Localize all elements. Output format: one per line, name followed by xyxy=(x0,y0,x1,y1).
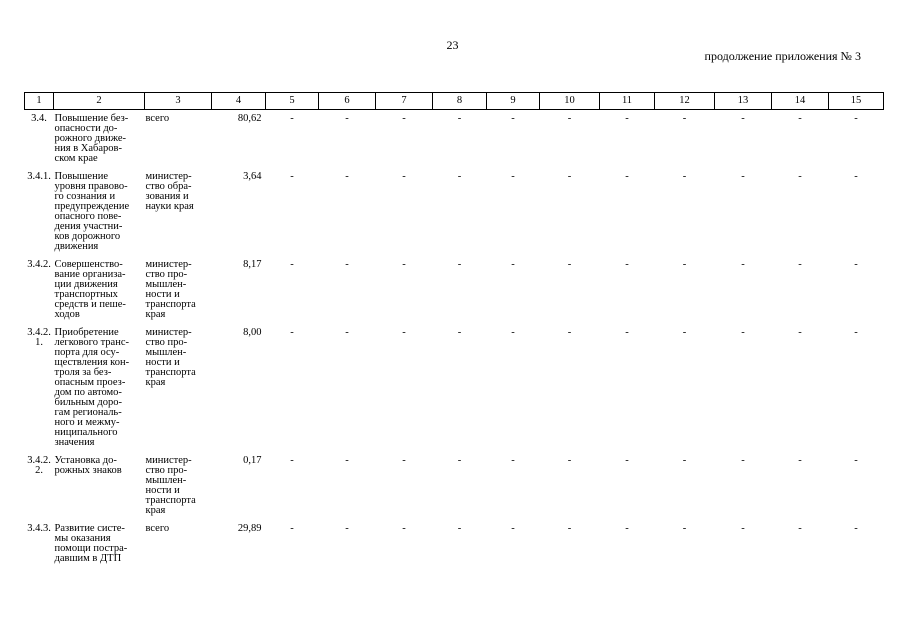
row-dash-col-7: - xyxy=(402,327,406,338)
row-dash-col-7: - xyxy=(402,455,406,466)
row-dash-col-11: - xyxy=(625,113,629,124)
program-table xyxy=(24,92,884,568)
header-cell-2: 2 xyxy=(54,93,145,110)
table-row xyxy=(25,168,884,256)
row-dash-col-8: - xyxy=(457,455,462,466)
row-dash-col-10: - xyxy=(567,113,572,124)
row-dash-col-9: - xyxy=(511,171,515,182)
row-dash-col-5: - xyxy=(290,327,294,338)
row-name: Совершенство- вание организа- ции движения транспортных средств и пеше- ходов xyxy=(54,259,126,320)
row-dash-col-5: - xyxy=(290,171,294,182)
row-dash-col-6: - xyxy=(345,455,349,466)
row-dash-col-10: - xyxy=(567,171,572,182)
row-dash-col-12: - xyxy=(682,171,687,182)
row-dash-col-7: - xyxy=(402,113,406,124)
header-cell-15: 15 xyxy=(829,93,884,110)
row-dash-col-12: - xyxy=(682,455,687,466)
row-dash-col-14: - xyxy=(798,523,802,534)
row-dash-col-13: - xyxy=(741,171,745,182)
table-row xyxy=(25,256,884,324)
header-cell-11: 11 xyxy=(600,93,655,110)
row-dash-col-10: - xyxy=(567,327,572,338)
row-dash-col-7: - xyxy=(402,523,406,534)
row-dash-col-6: - xyxy=(345,171,349,182)
row-dash-col-12: - xyxy=(682,523,687,534)
row-name: Повышение уровня правово- го сознания и предупреждение опасного пове- дения участни- ков дорожного движения xyxy=(54,171,130,252)
row-dash-col-10: - xyxy=(567,523,572,534)
row-dash-col-9: - xyxy=(511,327,515,338)
row-dash-col-5: - xyxy=(290,259,294,270)
header-cell-14: 14 xyxy=(772,93,829,110)
row-value: 3,64 xyxy=(243,171,262,182)
row-number: 3.4. xyxy=(31,113,47,124)
table-row xyxy=(25,520,884,568)
row-dash-col-13: - xyxy=(741,523,745,534)
row-name: Приобретение легкового транс- порта для осу- ществления кон- троля за без- опасным проез- дом по автомо- бильным доро- гам региональ- ного и межму- ниципального значения xyxy=(54,327,130,448)
row-executor: всего xyxy=(145,523,170,534)
row-number: 3.4.3. xyxy=(27,523,51,534)
row-dash-col-9: - xyxy=(511,259,515,270)
header-cell-8: 8 xyxy=(433,93,487,110)
row-dash-col-11: - xyxy=(625,327,629,338)
row-dash-col-15: - xyxy=(854,523,858,534)
row-dash-col-12: - xyxy=(682,327,687,338)
row-dash-col-9: - xyxy=(511,113,515,124)
row-dash-col-11: - xyxy=(625,171,629,182)
row-executor: министер- ство обра- зования и науки края xyxy=(145,171,194,212)
row-dash-col-13: - xyxy=(741,455,745,466)
row-dash-col-15: - xyxy=(854,455,858,466)
row-executor: министер- ство про- мышлен- ности и транспорта края xyxy=(145,259,196,320)
table-header xyxy=(25,93,884,110)
row-dash-col-7: - xyxy=(402,259,406,270)
row-dash-col-8: - xyxy=(457,259,462,270)
header-cell-13: 13 xyxy=(715,93,772,110)
row-number: 3.4.2. xyxy=(27,259,51,270)
header-cell-12: 12 xyxy=(655,93,715,110)
continuation-note: продолжение приложения № 3 xyxy=(704,49,861,63)
table-row xyxy=(25,324,884,452)
row-value: 80,62 xyxy=(237,113,262,124)
row-dash-col-13: - xyxy=(741,259,745,270)
row-dash-col-5: - xyxy=(290,113,294,124)
row-dash-col-6: - xyxy=(345,327,349,338)
row-dash-col-9: - xyxy=(511,523,515,534)
row-dash-col-14: - xyxy=(798,455,802,466)
row-dash-col-14: - xyxy=(798,113,802,124)
table-row xyxy=(25,110,884,169)
header-row xyxy=(25,93,884,110)
row-value: 29,89 xyxy=(237,523,262,534)
row-dash-col-5: - xyxy=(290,455,294,466)
row-dash-col-13: - xyxy=(741,327,745,338)
row-dash-col-15: - xyxy=(854,259,858,270)
row-number: 3.4.2. 1. xyxy=(27,327,51,348)
row-dash-col-8: - xyxy=(457,113,462,124)
row-dash-col-6: - xyxy=(345,523,349,534)
row-name: Повышение без- опасности до- рожного движе- ния в Хабаров- ском крае xyxy=(54,113,129,164)
row-dash-col-11: - xyxy=(625,259,629,270)
header-cell-3: 3 xyxy=(145,93,212,110)
row-executor: министер- ство про- мышлен- ности и транспорта края xyxy=(145,455,196,516)
header-cell-7: 7 xyxy=(376,93,433,110)
row-dash-col-15: - xyxy=(854,171,858,182)
row-dash-col-12: - xyxy=(682,113,687,124)
page-number: 23 xyxy=(446,38,459,52)
row-dash-col-13: - xyxy=(741,113,745,124)
row-dash-col-8: - xyxy=(457,171,462,182)
header-cell-1: 1 xyxy=(25,93,54,110)
row-dash-col-15: - xyxy=(854,327,858,338)
row-value: 8,00 xyxy=(243,327,262,338)
row-value: 8,17 xyxy=(243,259,262,270)
row-dash-col-10: - xyxy=(567,259,572,270)
header-cell-6: 6 xyxy=(319,93,376,110)
row-dash-col-8: - xyxy=(457,327,462,338)
row-dash-col-14: - xyxy=(798,171,802,182)
row-number: 3.4.1. xyxy=(27,171,51,182)
row-dash-col-15: - xyxy=(854,113,858,124)
row-dash-col-14: - xyxy=(798,259,802,270)
row-number: 3.4.2. 2. xyxy=(27,455,51,476)
row-dash-col-10: - xyxy=(567,455,572,466)
header-cell-10: 10 xyxy=(540,93,600,110)
row-dash-col-14: - xyxy=(798,327,802,338)
row-dash-col-5: - xyxy=(290,523,294,534)
row-name: Установка до- рожных знаков xyxy=(54,455,122,476)
row-dash-col-6: - xyxy=(345,259,349,270)
table-body xyxy=(25,110,884,569)
row-dash-col-7: - xyxy=(402,171,406,182)
row-dash-col-11: - xyxy=(625,523,629,534)
row-dash-col-12: - xyxy=(682,259,687,270)
row-dash-col-11: - xyxy=(625,455,629,466)
row-executor: министер- ство про- мышлен- ности и транспорта края xyxy=(145,327,196,388)
header-cell-4: 4 xyxy=(212,93,266,110)
row-value: 0,17 xyxy=(243,455,262,466)
header-cell-5: 5 xyxy=(266,93,319,110)
table-row xyxy=(25,452,884,520)
row-dash-col-9: - xyxy=(511,455,515,466)
row-executor: всего xyxy=(145,113,170,124)
row-dash-col-6: - xyxy=(345,113,349,124)
row-dash-col-8: - xyxy=(457,523,462,534)
row-name: Развитие систе- мы оказания помощи постра- давшим в ДТП xyxy=(54,523,128,564)
header-cell-9: 9 xyxy=(487,93,540,110)
